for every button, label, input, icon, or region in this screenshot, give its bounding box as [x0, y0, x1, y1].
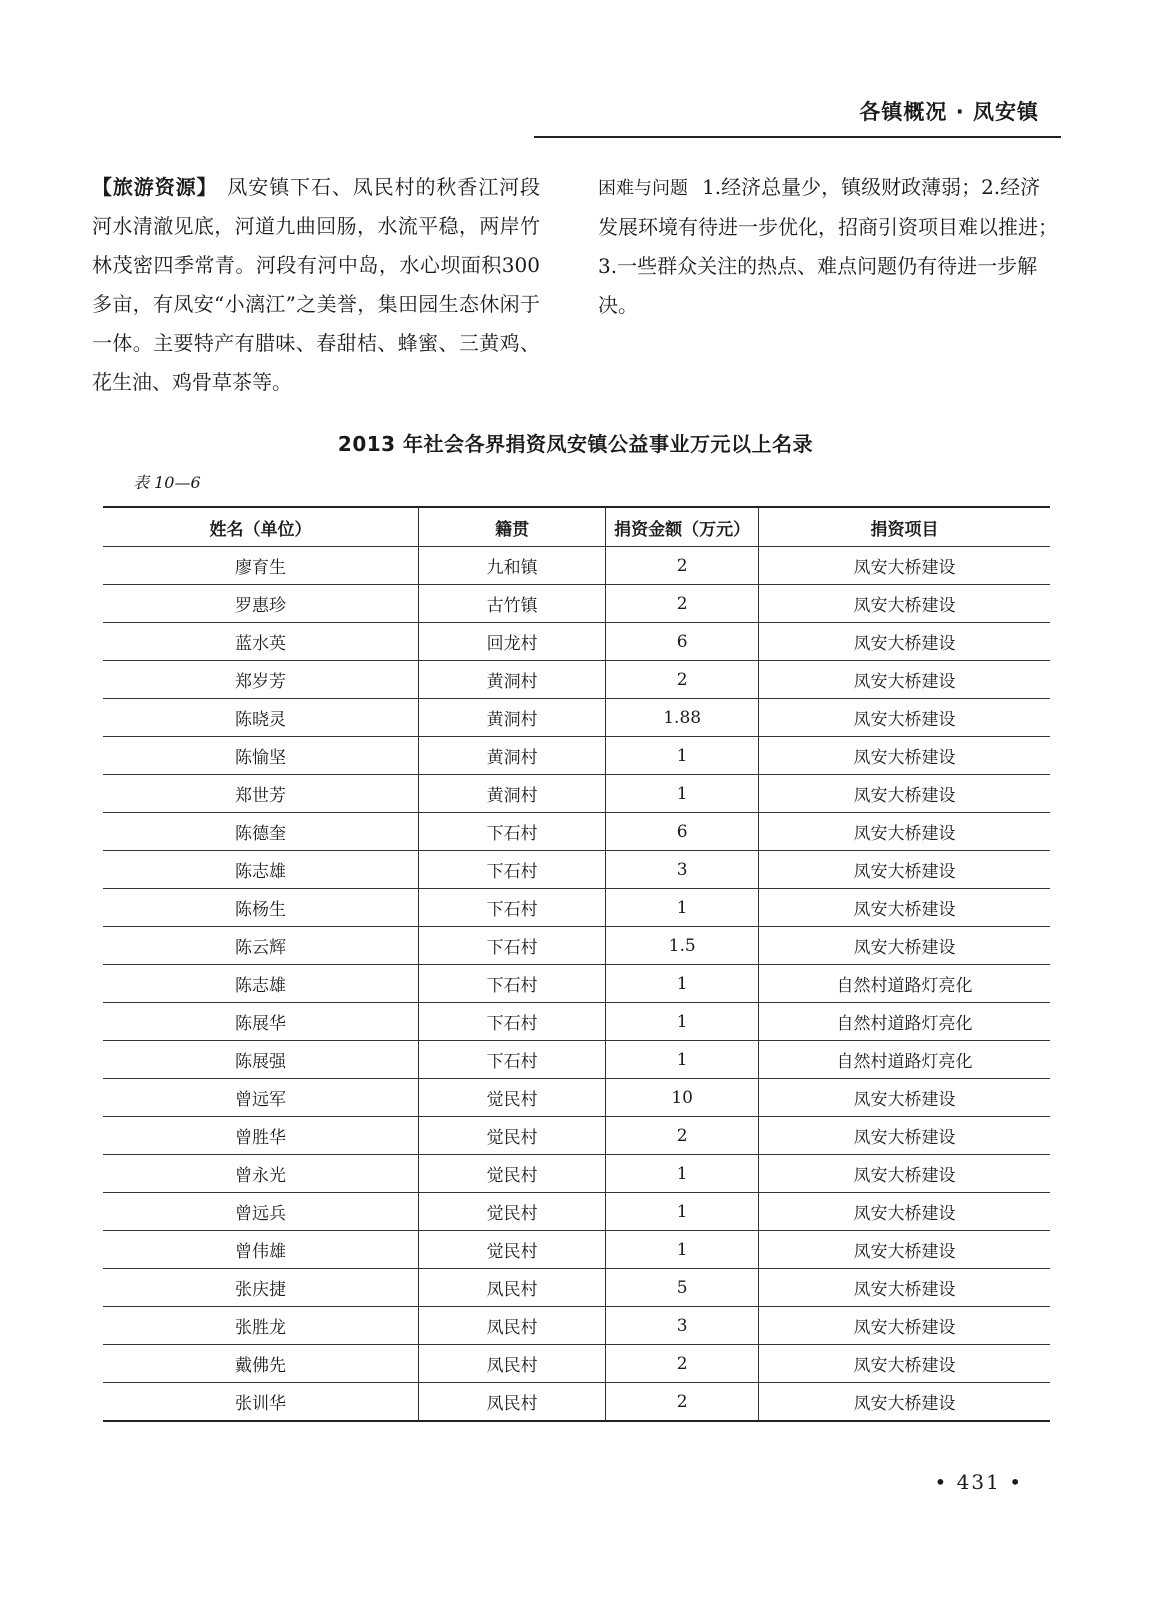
cell-amount: 2	[606, 1117, 759, 1155]
cell-origin: 下石村	[418, 927, 605, 965]
cell-project: 自然村道路灯亮化	[758, 1041, 1050, 1079]
cell-origin: 下石村	[418, 1003, 605, 1041]
cell-amount: 1	[606, 1155, 759, 1193]
tourism-text: 凤安镇下石、凤民村的秋香江河段河水清澈见底，河道九曲回肠，水流平稳，两岸竹林茂密四季常青。河段有河中岛，水心坝面积300多亩，有凤安“小漓江”之美誉，集田园生态休闲于一体。主要特产有腊味、春甜桔、蜂蜜、三黄鸡、花生油、鸡骨草茶等。	[92, 175, 541, 394]
table-row	[103, 965, 1050, 1003]
cell-project: 凤安大桥建设	[758, 927, 1050, 965]
cell-project: 凤安大桥建设	[758, 623, 1050, 661]
cell-name: 曾胜华	[103, 1117, 418, 1155]
cell-origin: 觉民村	[418, 1193, 605, 1231]
cell-amount: 1	[606, 1193, 759, 1231]
cell-project: 凤安大桥建设	[758, 1345, 1050, 1383]
table-header-row	[103, 507, 1050, 547]
cell-project: 凤安大桥建设	[758, 737, 1050, 775]
table-row	[103, 1383, 1050, 1422]
cell-project: 凤安大桥建设	[758, 1193, 1050, 1231]
cell-name: 张庆捷	[103, 1269, 418, 1307]
cell-name: 张胜龙	[103, 1307, 418, 1345]
cell-origin: 凤民村	[418, 1383, 605, 1422]
table-row	[103, 1345, 1050, 1383]
cell-origin: 下石村	[418, 851, 605, 889]
cell-name: 陈杨生	[103, 889, 418, 927]
table-row	[103, 699, 1050, 737]
table-row	[103, 1155, 1050, 1193]
cell-origin: 觉民村	[418, 1117, 605, 1155]
cell-amount: 1	[606, 1231, 759, 1269]
page-number: • 431 •	[934, 1470, 1023, 1494]
table-row	[103, 813, 1050, 851]
cell-name: 郑世芳	[103, 775, 418, 813]
column-header-amount: 捐资金额（万元）	[606, 507, 759, 547]
table-row	[103, 1307, 1050, 1345]
header-rule	[534, 136, 1061, 138]
cell-project: 凤安大桥建设	[758, 889, 1050, 927]
table-row	[103, 1041, 1050, 1079]
table-row	[103, 927, 1050, 965]
cell-amount: 1	[606, 775, 759, 813]
cell-amount: 2	[606, 547, 759, 585]
column-header-name: 姓名（单位）	[103, 507, 418, 547]
table-row	[103, 585, 1050, 623]
cell-amount: 6	[606, 623, 759, 661]
cell-origin: 回龙村	[418, 623, 605, 661]
column-header-origin: 籍贯	[418, 507, 605, 547]
problems-text: 1.经济总量少，镇级财政薄弱；2.经济发展环境有待进一步优化，招商引资项目难以推进；3.一些群众关注的热点、难点问题仍有待进一步解决。	[598, 175, 1058, 317]
cell-origin: 凤民村	[418, 1307, 605, 1345]
cell-amount: 2	[606, 1345, 759, 1383]
cell-project: 自然村道路灯亮化	[758, 1003, 1050, 1041]
table-row	[103, 1193, 1050, 1231]
cell-amount: 3	[606, 851, 759, 889]
table-row	[103, 737, 1050, 775]
cell-name: 陈云辉	[103, 927, 418, 965]
cell-project: 凤安大桥建设	[758, 585, 1050, 623]
cell-amount: 10	[606, 1079, 759, 1117]
cell-amount: 6	[606, 813, 759, 851]
column-header-project: 捐资项目	[758, 507, 1050, 547]
cell-name: 张训华	[103, 1383, 418, 1422]
cell-name: 曾远军	[103, 1079, 418, 1117]
cell-origin: 黄洞村	[418, 737, 605, 775]
cell-amount: 2	[606, 585, 759, 623]
cell-name: 陈志雄	[103, 851, 418, 889]
cell-origin: 下石村	[418, 1041, 605, 1079]
table-row	[103, 1117, 1050, 1155]
cell-name: 曾伟雄	[103, 1231, 418, 1269]
cell-name: 廖育生	[103, 547, 418, 585]
cell-project: 凤安大桥建设	[758, 775, 1050, 813]
cell-name: 罗惠珍	[103, 585, 418, 623]
table-row	[103, 661, 1050, 699]
cell-project: 凤安大桥建设	[758, 1079, 1050, 1117]
cell-amount: 1.5	[606, 927, 759, 965]
problems-paragraph	[598, 168, 1058, 325]
table-row	[103, 1231, 1050, 1269]
cell-project: 凤安大桥建设	[758, 1269, 1050, 1307]
table-row	[103, 1003, 1050, 1041]
tourism-lead: 【旅游资源】	[92, 175, 218, 199]
cell-project: 自然村道路灯亮化	[758, 965, 1050, 1003]
cell-name: 陈展强	[103, 1041, 418, 1079]
cell-origin: 黄洞村	[418, 699, 605, 737]
cell-project: 凤安大桥建设	[758, 1117, 1050, 1155]
table-row	[103, 1079, 1050, 1117]
table-row	[103, 623, 1050, 661]
cell-name: 陈晓灵	[103, 699, 418, 737]
cell-name: 陈德奎	[103, 813, 418, 851]
cell-amount: 2	[606, 1383, 759, 1422]
cell-origin: 下石村	[418, 889, 605, 927]
cell-project: 凤安大桥建设	[758, 661, 1050, 699]
cell-amount: 2	[606, 661, 759, 699]
cell-amount: 1.88	[606, 699, 759, 737]
cell-project: 凤安大桥建设	[758, 1307, 1050, 1345]
cell-name: 戴佛先	[103, 1345, 418, 1383]
cell-project: 凤安大桥建设	[758, 1155, 1050, 1193]
donor-table	[103, 506, 1050, 1422]
cell-name: 郑岁芳	[103, 661, 418, 699]
cell-name: 蓝水英	[103, 623, 418, 661]
table-row	[103, 1269, 1050, 1307]
cell-project: 凤安大桥建设	[758, 1383, 1050, 1422]
table-row	[103, 547, 1050, 585]
problems-paragraph-column	[598, 168, 1058, 325]
cell-origin: 觉民村	[418, 1231, 605, 1269]
table-label: 表 10—6	[133, 473, 201, 492]
table-row	[103, 851, 1050, 889]
cell-origin: 古竹镇	[418, 585, 605, 623]
cell-project: 凤安大桥建设	[758, 699, 1050, 737]
cell-name: 陈展华	[103, 1003, 418, 1041]
cell-origin: 下石村	[418, 965, 605, 1003]
cell-name: 曾永光	[103, 1155, 418, 1193]
table-title: 2013 年社会各界捐资凤安镇公益事业万元以上名录	[337, 432, 814, 456]
cell-amount: 1	[606, 965, 759, 1003]
cell-name: 曾远兵	[103, 1193, 418, 1231]
cell-origin: 黄洞村	[418, 661, 605, 699]
cell-origin: 九和镇	[418, 547, 605, 585]
cell-amount: 1	[606, 889, 759, 927]
cell-origin: 觉民村	[418, 1155, 605, 1193]
cell-amount: 3	[606, 1307, 759, 1345]
tourism-paragraph-column	[92, 168, 540, 402]
donor-table-body	[103, 547, 1050, 1422]
cell-origin: 下石村	[418, 813, 605, 851]
problems-term: 困难与问题	[598, 178, 688, 199]
cell-amount: 1	[606, 1041, 759, 1079]
section-header-title: 各镇概况 · 凤安镇	[859, 100, 1039, 124]
cell-project: 凤安大桥建设	[758, 1231, 1050, 1269]
cell-origin: 黄洞村	[418, 775, 605, 813]
cell-project: 凤安大桥建设	[758, 813, 1050, 851]
cell-amount: 1	[606, 1003, 759, 1041]
tourism-paragraph	[92, 168, 540, 402]
table-row	[103, 889, 1050, 927]
cell-project: 凤安大桥建设	[758, 547, 1050, 585]
cell-project: 凤安大桥建设	[758, 851, 1050, 889]
table-row	[103, 775, 1050, 813]
cell-origin: 凤民村	[418, 1345, 605, 1383]
cell-amount: 5	[606, 1269, 759, 1307]
cell-amount: 1	[606, 737, 759, 775]
cell-name: 陈愉坚	[103, 737, 418, 775]
cell-name: 陈志雄	[103, 965, 418, 1003]
cell-origin: 觉民村	[418, 1079, 605, 1117]
cell-origin: 凤民村	[418, 1269, 605, 1307]
